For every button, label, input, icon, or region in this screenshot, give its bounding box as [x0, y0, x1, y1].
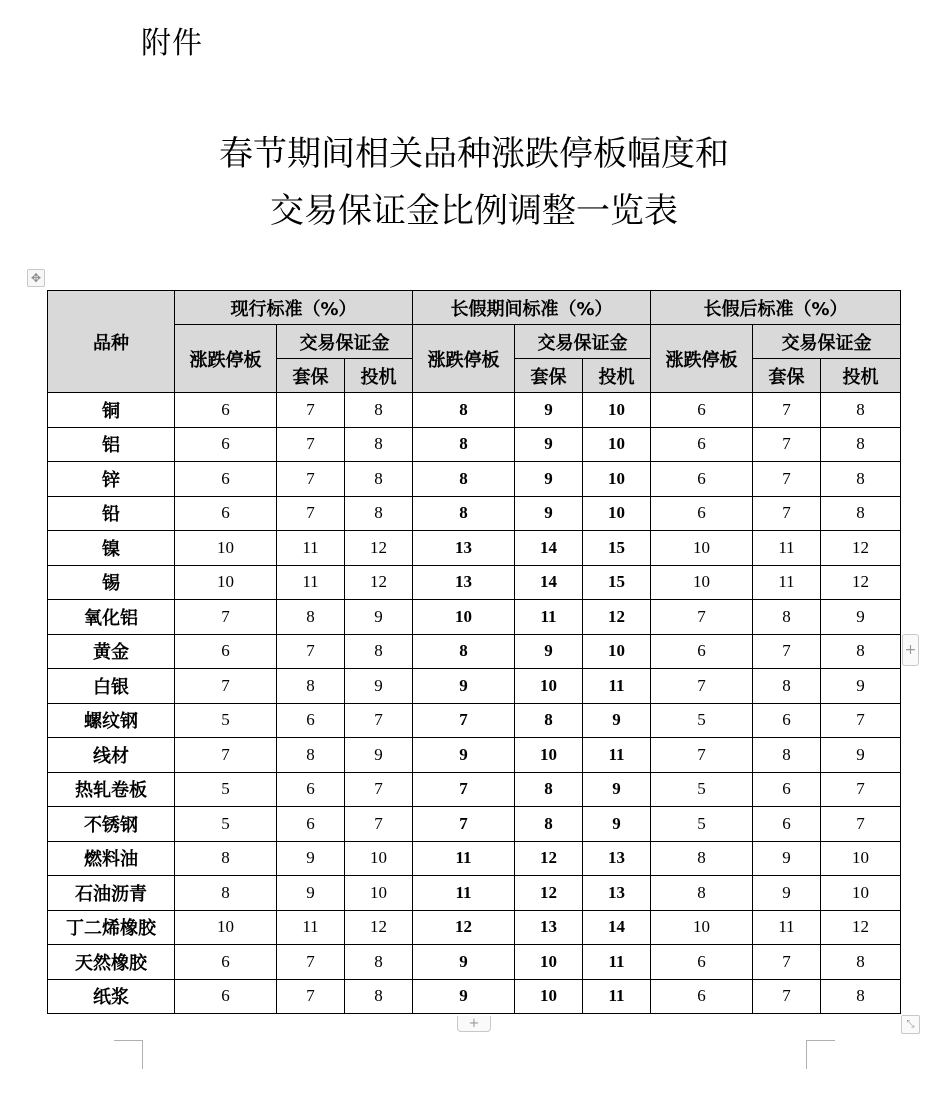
current-hedge-margin-cell: 7 [277, 634, 345, 669]
table-row [48, 876, 901, 911]
post-holiday-limit-cell: 6 [651, 462, 753, 497]
adjustment-table [47, 290, 901, 1014]
variety-name: 锡 [48, 565, 175, 600]
post-holiday-hedge-margin-cell: 7 [753, 393, 821, 428]
post-holiday-spec-margin-cell: 9 [821, 600, 901, 635]
table-body [48, 393, 901, 1014]
current-limit-cell: 10 [175, 565, 277, 600]
header-hedge-current: 套保 [277, 359, 345, 393]
holiday-hedge-margin-cell: 11 [515, 600, 583, 635]
current-spec-margin-cell: 7 [345, 807, 413, 842]
table-row [48, 462, 901, 497]
post-holiday-hedge-margin-cell: 9 [753, 876, 821, 911]
variety-name: 铝 [48, 427, 175, 462]
attachment-label: 附件 [141, 26, 203, 61]
holiday-spec-margin-cell: 12 [583, 600, 651, 635]
holiday-spec-margin-cell: 11 [583, 945, 651, 980]
post-holiday-spec-margin-cell: 10 [821, 841, 901, 876]
variety-name: 铜 [48, 393, 175, 428]
post-holiday-limit-cell: 10 [651, 531, 753, 566]
holiday-hedge-margin-cell: 10 [515, 979, 583, 1014]
holiday-limit-cell: 8 [413, 634, 515, 669]
page-margin-corner-right [806, 1040, 835, 1069]
current-spec-margin-cell: 8 [345, 393, 413, 428]
post-holiday-hedge-margin-cell: 8 [753, 738, 821, 773]
holiday-limit-cell: 10 [413, 600, 515, 635]
post-holiday-limit-cell: 7 [651, 738, 753, 773]
header-spec-current: 投机 [345, 359, 413, 393]
variety-name: 螺纹钢 [48, 703, 175, 738]
holiday-limit-cell: 9 [413, 979, 515, 1014]
header-variety: 品种 [48, 291, 175, 393]
holiday-hedge-margin-cell: 13 [515, 910, 583, 945]
post-holiday-spec-margin-cell: 8 [821, 462, 901, 497]
current-limit-cell: 6 [175, 634, 277, 669]
holiday-hedge-margin-cell: 10 [515, 738, 583, 773]
post-holiday-limit-cell: 7 [651, 600, 753, 635]
variety-name: 燃料油 [48, 841, 175, 876]
current-hedge-margin-cell: 6 [277, 807, 345, 842]
add-column-icon[interactable]: + [902, 634, 919, 666]
header-limit-current: 涨跌停板 [175, 325, 277, 393]
current-spec-margin-cell: 8 [345, 427, 413, 462]
current-hedge-margin-cell: 11 [277, 910, 345, 945]
holiday-spec-margin-cell: 13 [583, 841, 651, 876]
table-row [48, 979, 901, 1014]
table-row [48, 772, 901, 807]
current-spec-margin-cell: 12 [345, 531, 413, 566]
header-limit-post: 涨跌停板 [651, 325, 753, 393]
page-margin-corner-left [114, 1040, 143, 1069]
variety-name: 氧化铝 [48, 600, 175, 635]
variety-name: 丁二烯橡胶 [48, 910, 175, 945]
table-row [48, 600, 901, 635]
holiday-hedge-margin-cell: 10 [515, 945, 583, 980]
current-spec-margin-cell: 7 [345, 772, 413, 807]
table-row [48, 910, 901, 945]
variety-name: 纸浆 [48, 979, 175, 1014]
table-row [48, 393, 901, 428]
post-holiday-limit-cell: 6 [651, 979, 753, 1014]
post-holiday-limit-cell: 6 [651, 427, 753, 462]
variety-name: 石油沥青 [48, 876, 175, 911]
holiday-spec-margin-cell: 15 [583, 565, 651, 600]
post-holiday-spec-margin-cell: 12 [821, 531, 901, 566]
variety-name: 不锈钢 [48, 807, 175, 842]
holiday-spec-margin-cell: 9 [583, 703, 651, 738]
table-row [48, 703, 901, 738]
post-holiday-hedge-margin-cell: 11 [753, 565, 821, 600]
post-holiday-limit-cell: 6 [651, 393, 753, 428]
current-limit-cell: 10 [175, 910, 277, 945]
post-holiday-spec-margin-cell: 8 [821, 945, 901, 980]
current-spec-margin-cell: 10 [345, 841, 413, 876]
holiday-spec-margin-cell: 10 [583, 427, 651, 462]
variety-name: 黄金 [48, 634, 175, 669]
holiday-limit-cell: 13 [413, 531, 515, 566]
current-hedge-margin-cell: 7 [277, 496, 345, 531]
current-spec-margin-cell: 9 [345, 669, 413, 704]
post-holiday-hedge-margin-cell: 8 [753, 600, 821, 635]
variety-name: 白银 [48, 669, 175, 704]
post-holiday-hedge-margin-cell: 6 [753, 703, 821, 738]
current-limit-cell: 7 [175, 738, 277, 773]
holiday-limit-cell: 9 [413, 669, 515, 704]
holiday-spec-margin-cell: 14 [583, 910, 651, 945]
post-holiday-hedge-margin-cell: 7 [753, 634, 821, 669]
post-holiday-hedge-margin-cell: 9 [753, 841, 821, 876]
variety-name: 天然橡胶 [48, 945, 175, 980]
header-hedge-holiday: 套保 [515, 359, 583, 393]
post-holiday-hedge-margin-cell: 7 [753, 979, 821, 1014]
holiday-spec-margin-cell: 15 [583, 531, 651, 566]
variety-name: 线材 [48, 738, 175, 773]
holiday-limit-cell: 12 [413, 910, 515, 945]
holiday-hedge-margin-cell: 9 [515, 462, 583, 497]
holiday-hedge-margin-cell: 9 [515, 427, 583, 462]
current-spec-margin-cell: 8 [345, 634, 413, 669]
post-holiday-spec-margin-cell: 7 [821, 772, 901, 807]
current-limit-cell: 6 [175, 945, 277, 980]
header-group-holiday: 长假期间标准（%） [413, 291, 651, 325]
post-holiday-hedge-margin-cell: 7 [753, 945, 821, 980]
current-hedge-margin-cell: 11 [277, 531, 345, 566]
table-row [48, 945, 901, 980]
holiday-limit-cell: 8 [413, 462, 515, 497]
post-holiday-spec-margin-cell: 7 [821, 807, 901, 842]
table-row [48, 669, 901, 704]
post-holiday-hedge-margin-cell: 11 [753, 531, 821, 566]
current-spec-margin-cell: 12 [345, 910, 413, 945]
holiday-spec-margin-cell: 9 [583, 807, 651, 842]
header-spec-post: 投机 [821, 359, 901, 393]
holiday-spec-margin-cell: 10 [583, 462, 651, 497]
current-spec-margin-cell: 9 [345, 738, 413, 773]
post-holiday-limit-cell: 6 [651, 496, 753, 531]
current-limit-cell: 5 [175, 703, 277, 738]
post-holiday-limit-cell: 7 [651, 669, 753, 704]
current-spec-margin-cell: 8 [345, 979, 413, 1014]
post-holiday-limit-cell: 10 [651, 910, 753, 945]
holiday-limit-cell: 7 [413, 703, 515, 738]
post-holiday-spec-margin-cell: 8 [821, 393, 901, 428]
current-hedge-margin-cell: 6 [277, 703, 345, 738]
post-holiday-spec-margin-cell: 9 [821, 669, 901, 704]
post-holiday-hedge-margin-cell: 8 [753, 669, 821, 704]
holiday-hedge-margin-cell: 9 [515, 634, 583, 669]
current-hedge-margin-cell: 8 [277, 738, 345, 773]
holiday-limit-cell: 13 [413, 565, 515, 600]
current-limit-cell: 10 [175, 531, 277, 566]
holiday-hedge-margin-cell: 8 [515, 772, 583, 807]
holiday-spec-margin-cell: 10 [583, 496, 651, 531]
current-spec-margin-cell: 8 [345, 462, 413, 497]
table-move-handle-icon[interactable]: ✥ [27, 269, 45, 287]
holiday-limit-cell: 8 [413, 393, 515, 428]
post-holiday-hedge-margin-cell: 11 [753, 910, 821, 945]
holiday-hedge-margin-cell: 8 [515, 703, 583, 738]
holiday-spec-margin-cell: 9 [583, 772, 651, 807]
header-margin-holiday: 交易保证金 [515, 325, 651, 359]
holiday-limit-cell: 11 [413, 841, 515, 876]
table-row [48, 634, 901, 669]
holiday-spec-margin-cell: 11 [583, 738, 651, 773]
holiday-spec-margin-cell: 10 [583, 634, 651, 669]
header-margin-post: 交易保证金 [753, 325, 901, 359]
post-holiday-hedge-margin-cell: 7 [753, 427, 821, 462]
variety-name: 锌 [48, 462, 175, 497]
holiday-limit-cell: 7 [413, 772, 515, 807]
header-spec-holiday: 投机 [583, 359, 651, 393]
holiday-hedge-margin-cell: 9 [515, 393, 583, 428]
holiday-hedge-margin-cell: 14 [515, 531, 583, 566]
holiday-hedge-margin-cell: 8 [515, 807, 583, 842]
holiday-hedge-margin-cell: 14 [515, 565, 583, 600]
current-limit-cell: 5 [175, 807, 277, 842]
holiday-spec-margin-cell: 10 [583, 393, 651, 428]
holiday-limit-cell: 9 [413, 945, 515, 980]
current-limit-cell: 6 [175, 462, 277, 497]
current-hedge-margin-cell: 9 [277, 841, 345, 876]
variety-name: 铅 [48, 496, 175, 531]
current-hedge-margin-cell: 7 [277, 427, 345, 462]
holiday-limit-cell: 7 [413, 807, 515, 842]
current-spec-margin-cell: 12 [345, 565, 413, 600]
holiday-spec-margin-cell: 11 [583, 979, 651, 1014]
current-limit-cell: 6 [175, 496, 277, 531]
add-row-icon[interactable]: + [457, 1016, 491, 1032]
variety-name: 热轧卷板 [48, 772, 175, 807]
post-holiday-limit-cell: 8 [651, 876, 753, 911]
current-spec-margin-cell: 9 [345, 600, 413, 635]
current-hedge-margin-cell: 7 [277, 462, 345, 497]
post-holiday-hedge-margin-cell: 7 [753, 462, 821, 497]
holiday-spec-margin-cell: 13 [583, 876, 651, 911]
post-holiday-limit-cell: 8 [651, 841, 753, 876]
holiday-limit-cell: 9 [413, 738, 515, 773]
post-holiday-hedge-margin-cell: 7 [753, 496, 821, 531]
header-margin-current: 交易保证金 [277, 325, 413, 359]
post-holiday-spec-margin-cell: 8 [821, 634, 901, 669]
current-limit-cell: 7 [175, 600, 277, 635]
post-holiday-hedge-margin-cell: 6 [753, 772, 821, 807]
current-hedge-margin-cell: 7 [277, 393, 345, 428]
current-hedge-margin-cell: 7 [277, 945, 345, 980]
post-holiday-spec-margin-cell: 12 [821, 565, 901, 600]
holiday-limit-cell: 8 [413, 427, 515, 462]
holiday-hedge-margin-cell: 10 [515, 669, 583, 704]
current-hedge-margin-cell: 8 [277, 669, 345, 704]
variety-name: 镍 [48, 531, 175, 566]
table-row [48, 841, 901, 876]
header-group-current: 现行标准（%） [175, 291, 413, 325]
current-hedge-margin-cell: 7 [277, 979, 345, 1014]
table-row [48, 531, 901, 566]
current-spec-margin-cell: 8 [345, 945, 413, 980]
current-limit-cell: 6 [175, 979, 277, 1014]
table-row [48, 807, 901, 842]
holiday-hedge-margin-cell: 12 [515, 841, 583, 876]
post-holiday-spec-margin-cell: 8 [821, 427, 901, 462]
current-hedge-margin-cell: 6 [277, 772, 345, 807]
current-hedge-margin-cell: 11 [277, 565, 345, 600]
current-limit-cell: 5 [175, 772, 277, 807]
holiday-limit-cell: 8 [413, 496, 515, 531]
post-holiday-hedge-margin-cell: 6 [753, 807, 821, 842]
holiday-limit-cell: 11 [413, 876, 515, 911]
current-spec-margin-cell: 8 [345, 496, 413, 531]
table-row [48, 496, 901, 531]
header-limit-holiday: 涨跌停板 [413, 325, 515, 393]
post-holiday-limit-cell: 6 [651, 945, 753, 980]
post-holiday-limit-cell: 6 [651, 634, 753, 669]
table-row [48, 427, 901, 462]
current-limit-cell: 6 [175, 427, 277, 462]
post-holiday-limit-cell: 5 [651, 807, 753, 842]
post-holiday-limit-cell: 10 [651, 565, 753, 600]
post-holiday-spec-margin-cell: 7 [821, 703, 901, 738]
current-hedge-margin-cell: 8 [277, 600, 345, 635]
post-holiday-spec-margin-cell: 10 [821, 876, 901, 911]
table-resize-icon[interactable]: ⤡ [901, 1015, 920, 1034]
post-holiday-spec-margin-cell: 9 [821, 738, 901, 773]
table-row [48, 738, 901, 773]
header-hedge-post: 套保 [753, 359, 821, 393]
holiday-spec-margin-cell: 11 [583, 669, 651, 704]
holiday-hedge-margin-cell: 12 [515, 876, 583, 911]
current-limit-cell: 6 [175, 393, 277, 428]
post-holiday-spec-margin-cell: 8 [821, 979, 901, 1014]
header-group-post-holiday: 长假后标准（%） [651, 291, 901, 325]
current-spec-margin-cell: 7 [345, 703, 413, 738]
current-limit-cell: 7 [175, 669, 277, 704]
document-title-line1: 春节期间相关品种涨跌停板幅度和 [219, 134, 729, 174]
current-spec-margin-cell: 10 [345, 876, 413, 911]
current-limit-cell: 8 [175, 841, 277, 876]
post-holiday-spec-margin-cell: 12 [821, 910, 901, 945]
current-limit-cell: 8 [175, 876, 277, 911]
post-holiday-limit-cell: 5 [651, 703, 753, 738]
table-row [48, 565, 901, 600]
document-title-line2: 交易保证金比例调整一览表 [270, 191, 678, 231]
post-holiday-limit-cell: 5 [651, 772, 753, 807]
post-holiday-spec-margin-cell: 8 [821, 496, 901, 531]
current-hedge-margin-cell: 9 [277, 876, 345, 911]
holiday-hedge-margin-cell: 9 [515, 496, 583, 531]
